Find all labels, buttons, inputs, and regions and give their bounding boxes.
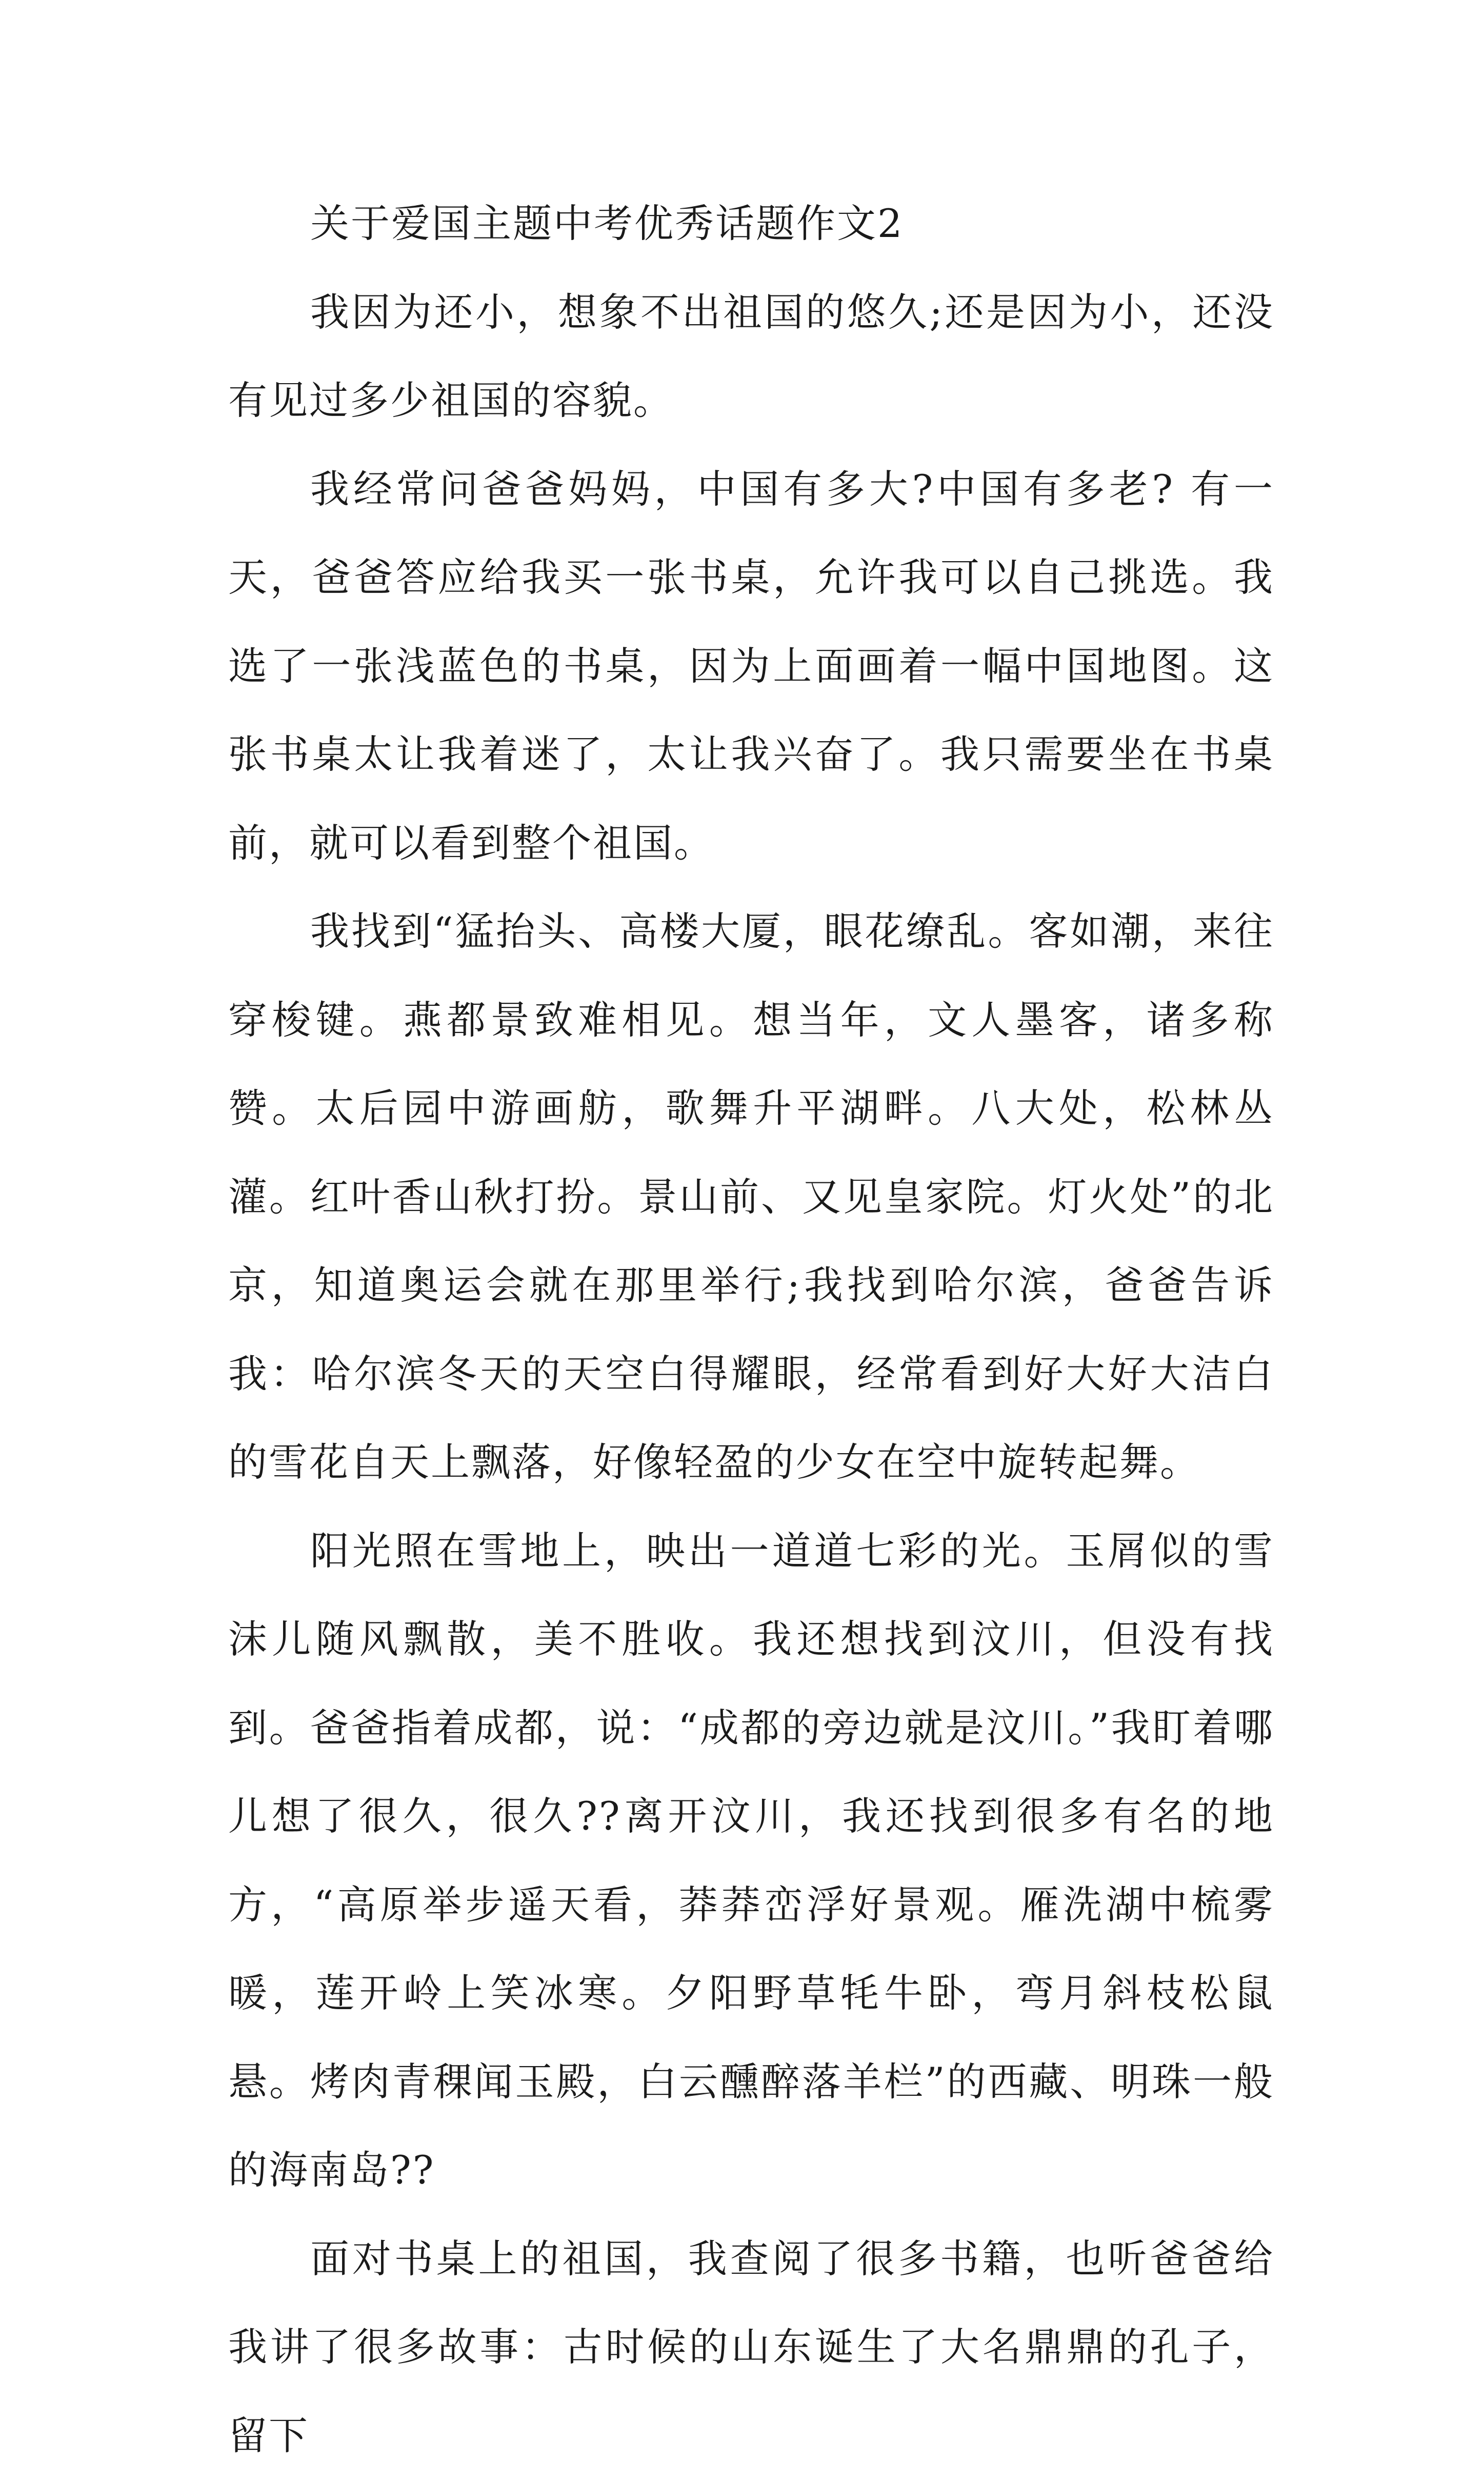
paragraph: 我因为还小，想象不出祖国的悠久;还是因为小，还没有见过多少祖国的容貌。 [228,268,1274,445]
paragraph: 阳光照在雪地上，映出一道道七彩的光。玉屑似的雪沫儿随风飘散，美不胜收。我还想找到汶川，但没有找到。爸爸指着成都，说：“成都的旁边就是汶川。”我盯着哪儿想了很久，很久??离开汶川，我还找到很多有名的地方，“高原举步遥天看，莽莽峦浮好景观。雁洗湖中梳雾暖，莲开岭上笑冰寒。夕阳野草牦牛卧，弯月斜枝松鼠悬。烤肉青稞闻玉殿，白云醺醉落羊栏”的西藏、明珠一般的海南岛?? [228,1507,1274,2215]
paragraph: 我经常问爸爸妈妈，中国有多大?中国有多老? 有一天，爸爸答应给我买一张书桌，允许我可以自己挑选。我选了一张浅蓝色的书桌，因为上面画着一幅中国地图。这张书桌太让我着迷了，太让我兴奋了。我只需要坐在书桌前，就可以看到整个祖国。 [228,445,1274,888]
essay-body [228,180,1274,2480]
essay-title: 关于爱国主题中考优秀话题作文2 [228,180,1274,268]
paragraph: 面对书桌上的祖国，我查阅了很多书籍，也听爸爸给我讲了很多故事：古时候的山东诞生了大名鼎鼎的孔子，留下 [228,2215,1274,2480]
paragraph: 我找到“猛抬头、高楼大厦，眼花缭乱。客如潮，来往穿梭键。燕都景致难相见。想当年，文人墨客，诸多称赞。太后园中游画舫，歌舞升平湖畔。八大处，松林丛灌。红叶香山秋打扮。景山前、又见皇家院。灯火处”的北京，知道奥运会就在那里举行;我找到哈尔滨，爸爸告诉我：哈尔滨冬天的天空白得耀眼，经常看到好大好大洁白的雪花自天上飘落，好像轻盈的少女在空中旋转起舞。 [228,887,1274,1507]
